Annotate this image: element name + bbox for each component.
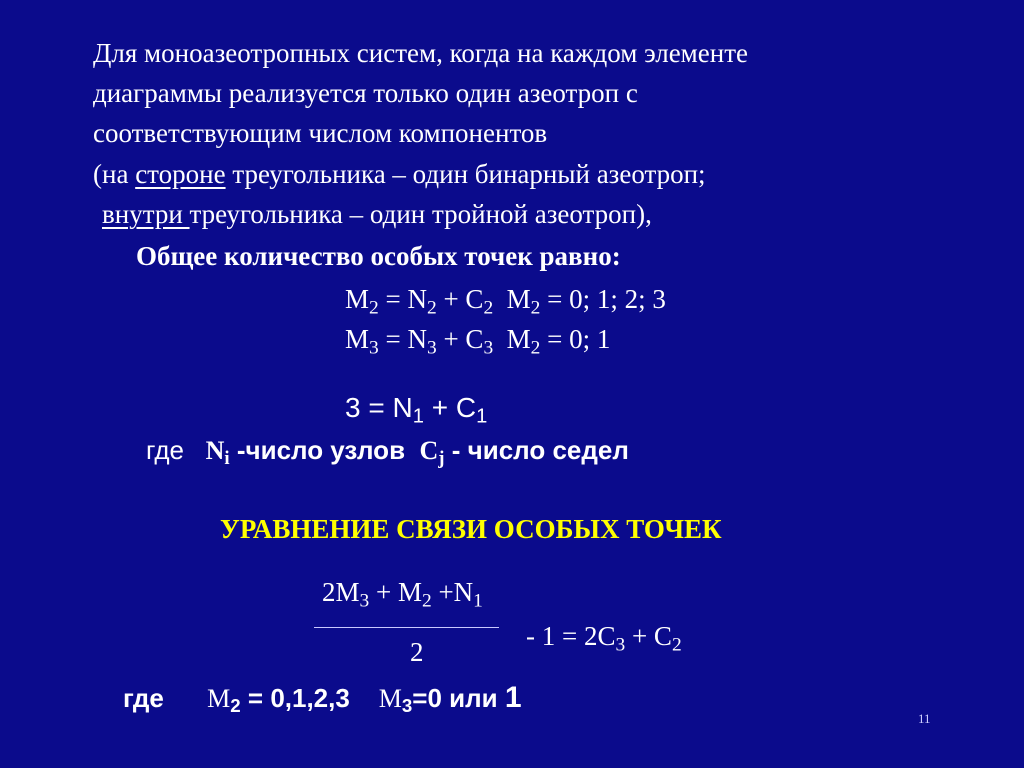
num-n-sub: 1 xyxy=(473,590,483,612)
where2-label: где xyxy=(123,683,164,713)
eq1-cond-values: = 0; 1; 2; 3 xyxy=(540,284,666,314)
eq2-m-sub: 3 xyxy=(369,337,379,359)
num-2m: 2M xyxy=(322,577,360,607)
where2-gap xyxy=(164,683,207,713)
fraction-denominator: 2 xyxy=(410,637,424,667)
total-points-heading: Общее количество особых точек равно: xyxy=(136,241,621,271)
where1-gap2 xyxy=(405,435,419,465)
where2-m2-sub: 2 xyxy=(230,695,241,717)
where1-gap xyxy=(184,435,206,465)
equation-heading: УРАВНЕНИЕ СВЯЗИ ОСОБЫХ ТОЧЕК xyxy=(220,514,722,544)
eq1-c-sub: 2 xyxy=(483,297,494,319)
eq2-n: = N xyxy=(378,324,427,354)
eq3-lhs: 3 = N xyxy=(345,392,413,423)
page-number: 11 xyxy=(918,711,931,726)
intro-line-2: диаграммы реализуется только один азеотроп с xyxy=(93,78,638,108)
where2-m2: M xyxy=(207,684,231,713)
fraction-numerator xyxy=(322,577,483,612)
where1-nodes-text: -число узлов xyxy=(229,435,406,465)
eq1-cond-sub: 2 xyxy=(530,297,541,319)
where1-n-sub: i xyxy=(224,448,230,470)
eq3-c: + C xyxy=(423,392,477,423)
intro-line-4 xyxy=(93,159,706,189)
where1-saddles-text: - число седел xyxy=(444,435,629,465)
where2-m3-values: =0 или xyxy=(412,683,505,713)
intro-line-4-pre: (на xyxy=(93,159,136,189)
intro-line-1: Для моноазеотропных систем, когда на каждом элементе xyxy=(93,38,748,68)
eq1-m: M xyxy=(345,284,370,314)
eq2-c: + C xyxy=(436,324,484,354)
eq1-n: = N xyxy=(378,284,427,314)
fraction-bar xyxy=(314,627,499,628)
eq3-n-sub: 1 xyxy=(412,405,424,428)
intro-line-4-post: треугольника – один бинарный азеотроп; xyxy=(225,159,706,189)
eq2-cond-m: M xyxy=(493,324,531,354)
where2-m2-values: = 0,1,2,3 xyxy=(240,683,350,713)
where1-c: C xyxy=(419,436,439,465)
equation-m2 xyxy=(345,284,666,319)
rhs-2c: - 1 = 2C xyxy=(526,621,616,651)
num-2m-sub: 3 xyxy=(359,590,370,612)
num-n: +N xyxy=(431,577,474,607)
where2-m3-last: 1 xyxy=(504,681,522,714)
where1-c-sub: j xyxy=(438,448,445,470)
where2-m3-sub: 3 xyxy=(401,695,413,717)
intro-line-3: соответствующим числом компонентов xyxy=(93,118,548,148)
rhs-c-sub: 2 xyxy=(671,634,682,656)
rhs-c: + C xyxy=(625,621,672,651)
eq1-n-sub: 2 xyxy=(426,297,437,319)
intro-line-5-post: треугольника – один тройной азеотроп), xyxy=(189,199,652,229)
equation-three xyxy=(345,392,488,428)
eq2-cond-sub: 2 xyxy=(530,337,541,359)
eq2-m: M xyxy=(345,324,370,354)
num-m: + M xyxy=(369,577,422,607)
where1-label: где xyxy=(146,435,184,465)
eq1-c: + C xyxy=(436,284,484,314)
where-m-values xyxy=(123,681,522,717)
where2-gap2 xyxy=(350,683,379,713)
where1-n: N xyxy=(205,436,225,465)
eq2-n-sub: 3 xyxy=(426,337,437,359)
where-nodes-saddles xyxy=(146,435,629,470)
num-m-sub: 2 xyxy=(421,590,432,612)
where2-m3: M xyxy=(378,684,402,713)
eq3-c-sub: 1 xyxy=(476,405,488,428)
intro-underlined-side: стороне xyxy=(135,159,226,189)
eq2-cond-values: = 0; 1 xyxy=(540,324,611,354)
intro-underlined-inside: внутри xyxy=(102,199,190,229)
rhs-2c-sub: 3 xyxy=(615,634,626,656)
eq2-c-sub: 3 xyxy=(483,337,494,359)
eq1-m-sub: 2 xyxy=(369,297,379,319)
equation-m3 xyxy=(345,324,611,359)
intro-line-5 xyxy=(102,199,652,229)
fraction-rhs xyxy=(526,621,682,656)
eq1-cond-m: M xyxy=(493,284,531,314)
